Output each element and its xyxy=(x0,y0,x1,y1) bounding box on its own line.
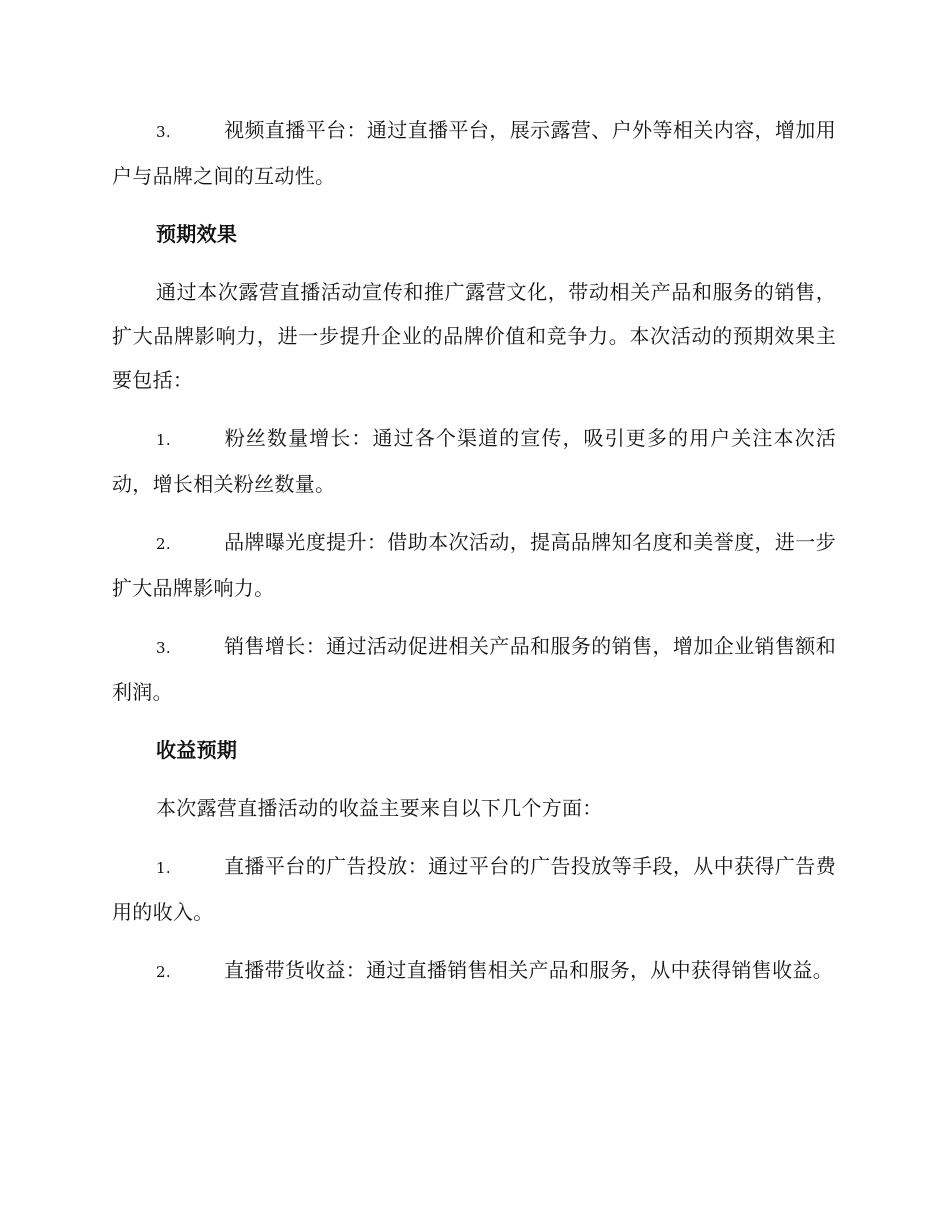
list-item xyxy=(112,624,836,714)
list-number: 3. xyxy=(156,639,171,657)
section-intro-paragraph: 通过本次露营直播活动宣传和推广露营文化，带动相关产品和服务的销售，扩大品牌影响力，进一步提升企业的品牌价值和竞争力。本次活动的预期效果主要包括： xyxy=(112,280,836,392)
section-intro-paragraph: 本次露营直播活动的收益主要来自以下几个方面： xyxy=(156,796,603,820)
list-item xyxy=(112,416,836,506)
section-heading-expected-effects: 预期效果 xyxy=(156,222,238,246)
list-text: 品牌曝光度提升：借助本次活动，提高品牌知名度和美誉度，进一步扩大品牌影响力。 xyxy=(112,530,836,600)
document-content xyxy=(112,108,836,1008)
section-heading-expected-revenue: 收益预期 xyxy=(156,738,238,762)
list-text: 销售增长：通过活动促进相关产品和服务的销售，增加企业销售额和利润。 xyxy=(112,634,836,704)
list-item xyxy=(112,108,836,198)
list-text: 直播带货收益：通过直播销售相关产品和服务，从中获得销售收益。 xyxy=(224,958,833,982)
list-item xyxy=(112,948,836,994)
list-text: 粉丝数量增长：通过各个渠道的宣传，吸引更多的用户关注本次活动，增长相关粉丝数量。 xyxy=(112,426,836,496)
list-text: 视频直播平台：通过直播平台，展示露营、户外等相关内容，增加用户与品牌之间的互动性。 xyxy=(112,118,836,188)
list-text: 直播平台的广告投放：通过平台的广告投放等手段，从中获得广告费用的收入。 xyxy=(112,854,836,924)
list-item xyxy=(112,520,836,610)
list-number: 1. xyxy=(156,859,171,877)
list-number: 2. xyxy=(156,963,171,981)
list-item xyxy=(112,844,836,934)
list-number: 2. xyxy=(156,535,171,553)
list-number: 1. xyxy=(156,431,171,449)
list-number: 3. xyxy=(156,123,171,141)
